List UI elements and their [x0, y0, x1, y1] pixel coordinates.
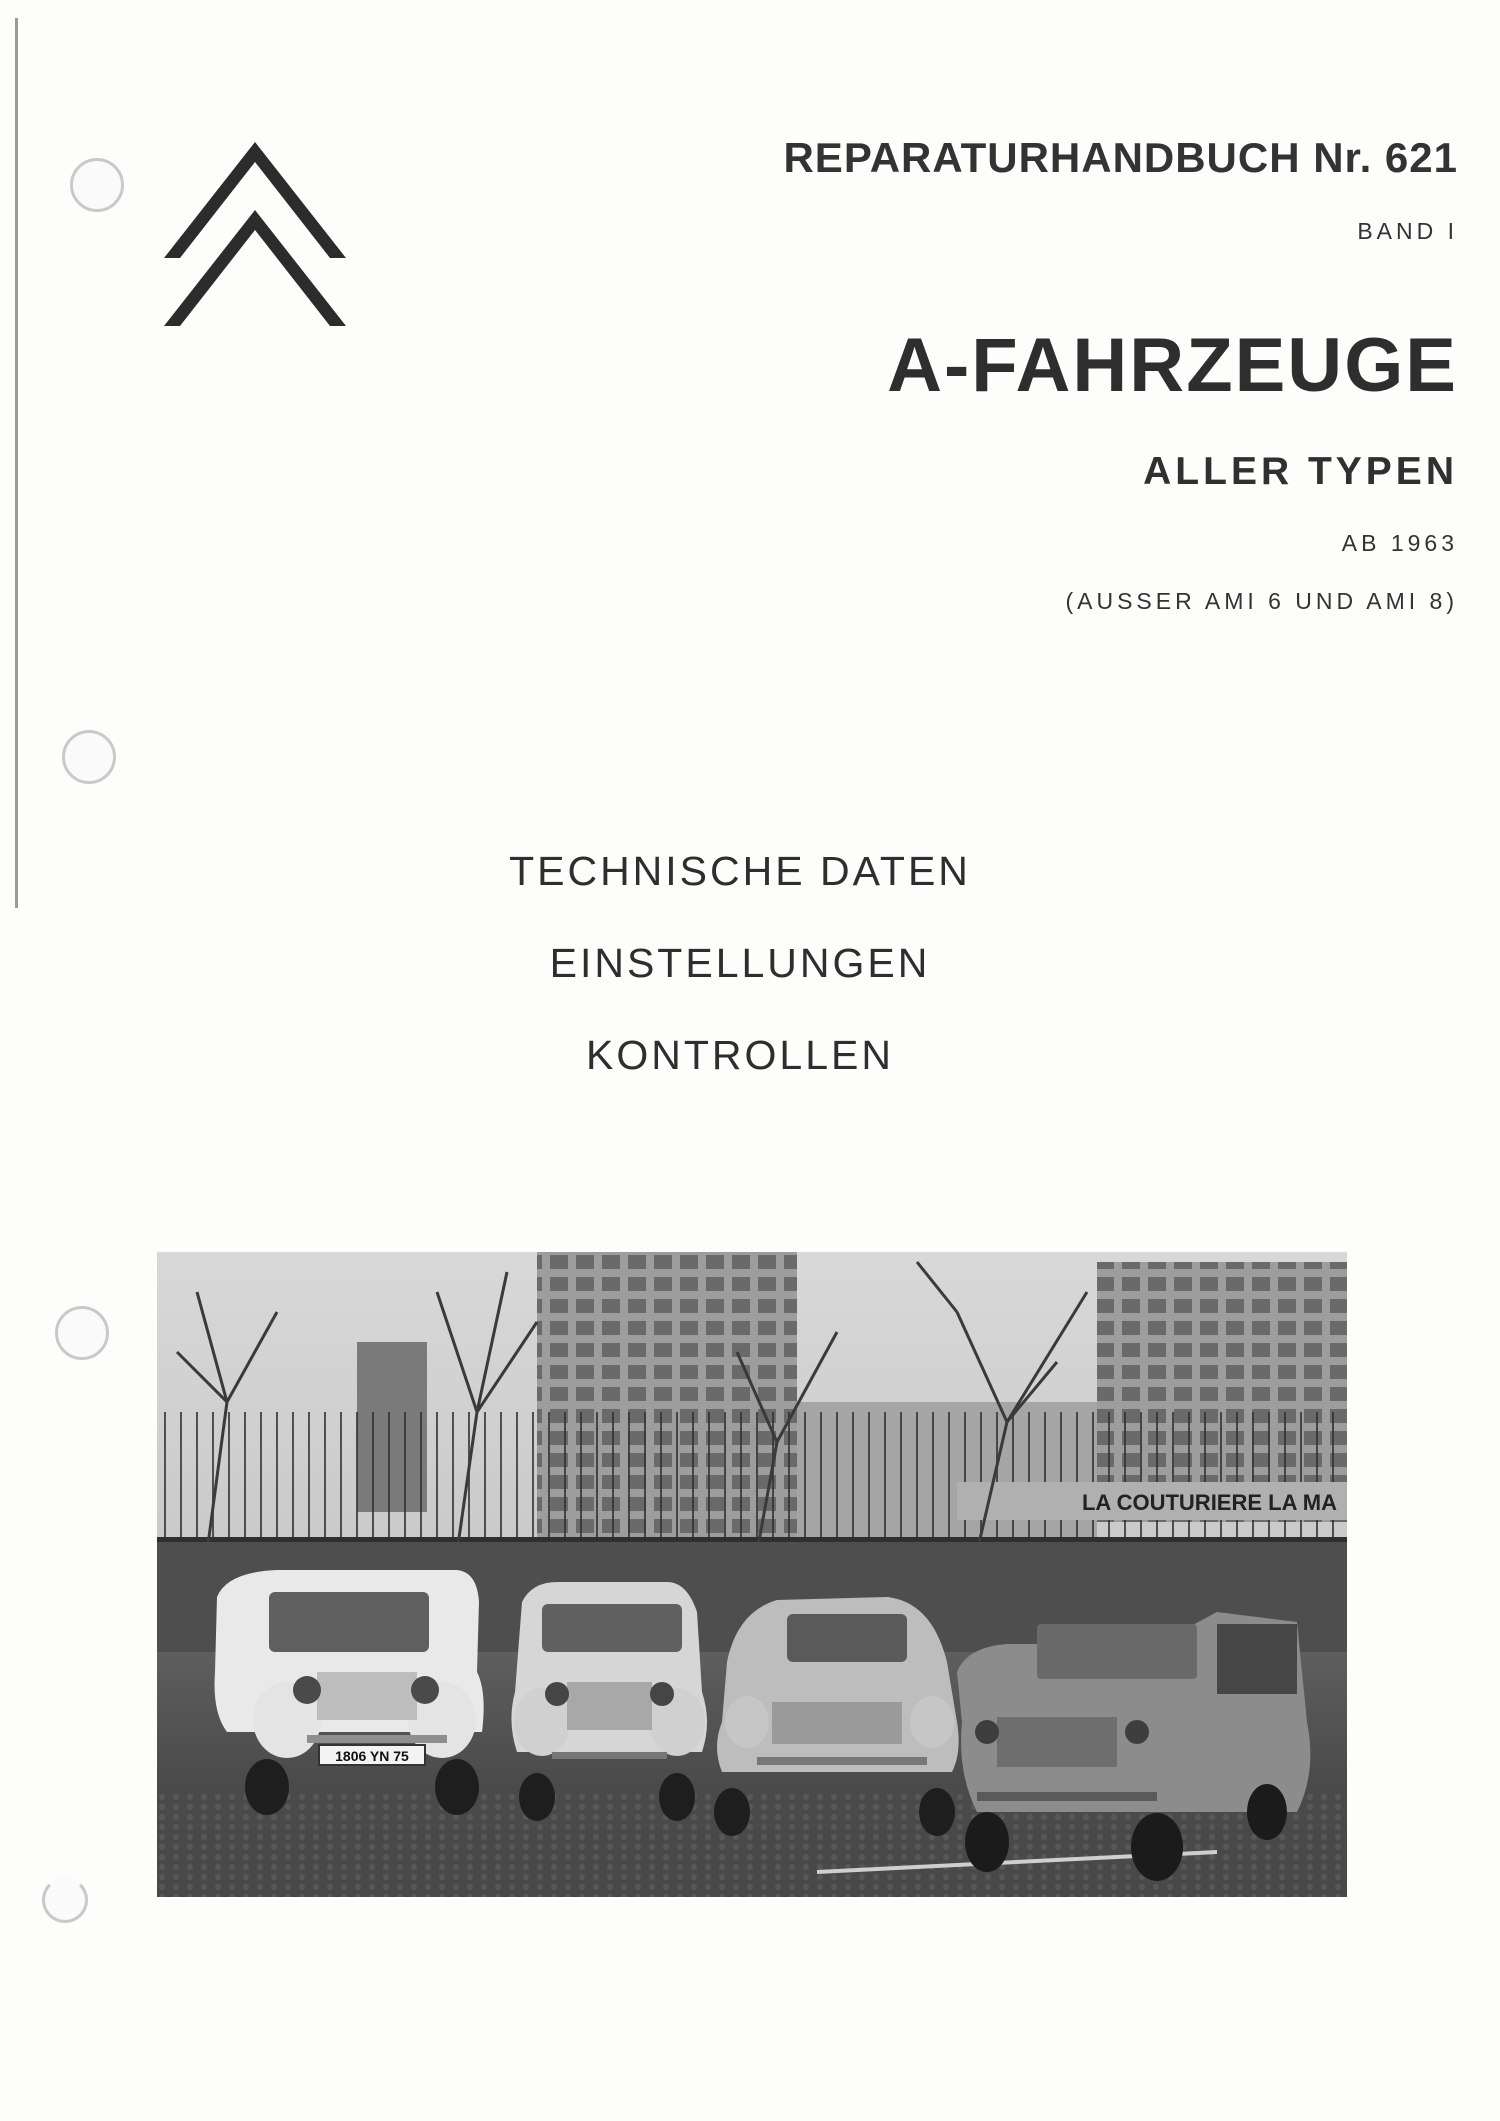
punch-hole: [62, 730, 116, 784]
license-plate-1: 1806 YN 75: [335, 1748, 409, 1764]
manual-title: REPARATURHANDBUCH Nr. 621: [783, 134, 1458, 181]
binding-edge: [15, 18, 18, 908]
photo-sign-text: LA COUTURIERE LA MA: [1081, 1490, 1337, 1515]
punch-hole: [55, 1306, 109, 1360]
year-label: AB 1963: [1341, 530, 1458, 556]
topic-settings: EINSTELLUNGEN: [549, 940, 931, 986]
double-chevron-logo: [160, 138, 350, 328]
exclusion-note: (AUSSER AMI 6 UND AMI 8): [1065, 588, 1458, 614]
volume-label: BAND I: [1357, 218, 1458, 244]
cover-photo: [157, 1252, 1347, 1897]
topic-checks: KONTROLLEN: [586, 1032, 894, 1078]
subtitle: ALLER TYPEN: [1143, 450, 1458, 493]
topic-technical-data: TECHNISCHE DATEN: [509, 848, 971, 894]
punch-hole: [70, 158, 124, 212]
punch-hole: [42, 1877, 88, 1923]
main-title: A-FAHRZEUGE: [887, 323, 1458, 408]
